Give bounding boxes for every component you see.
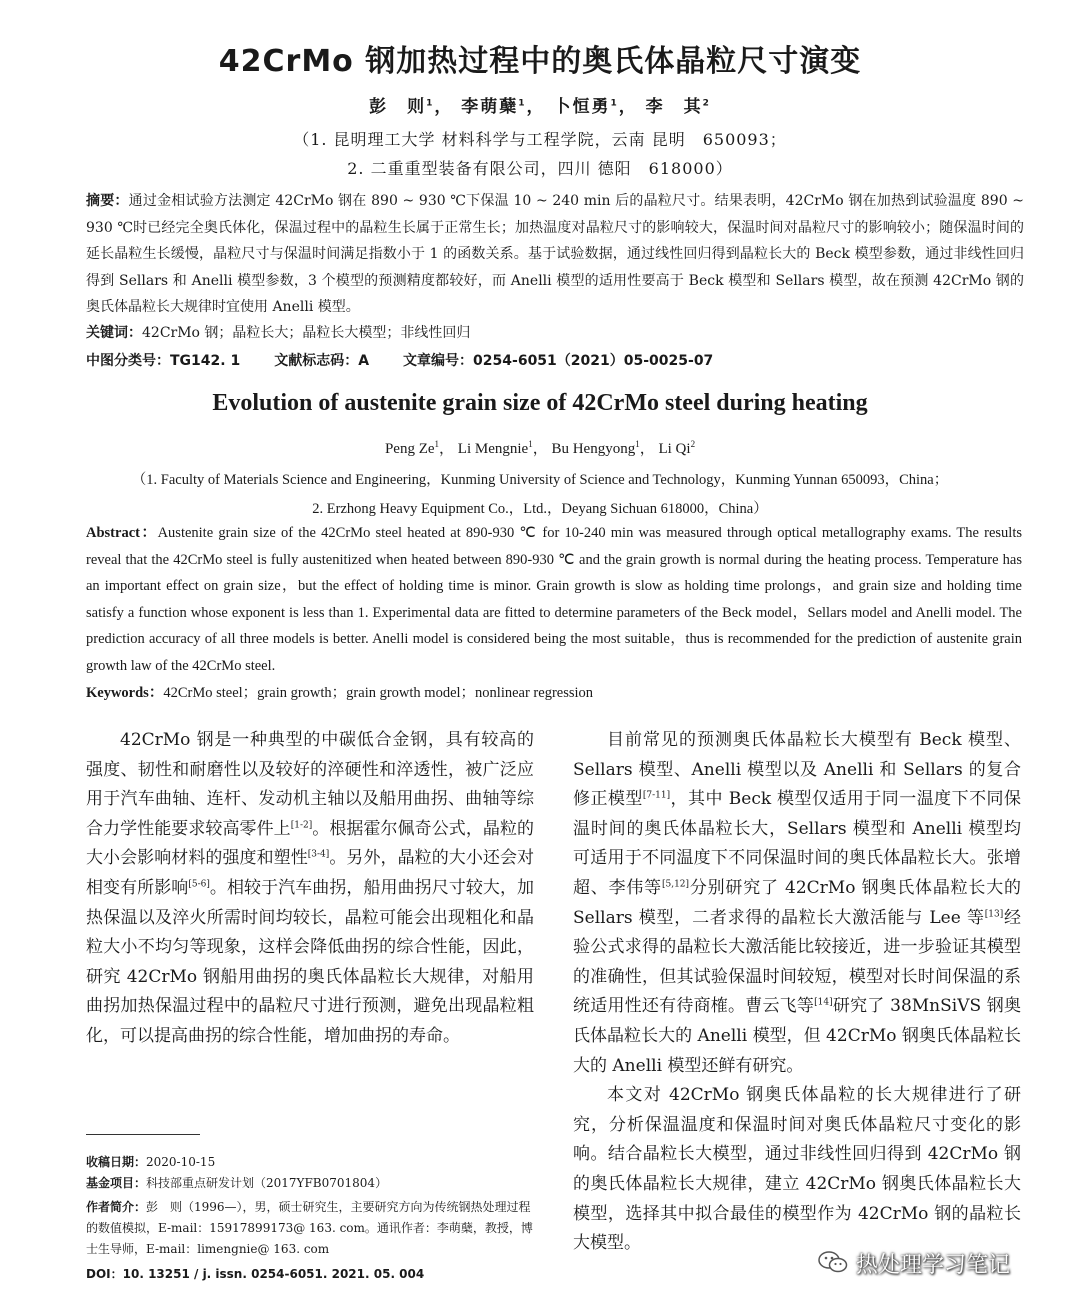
citation: [1-2] xyxy=(290,820,313,831)
cn-author: 卜恒勇 xyxy=(553,97,611,117)
en-author: Peng Ze xyxy=(384,441,435,457)
body-text: 。相较于汽车曲拐，船用曲拐尺寸较大，加热保温以及淬火所需时间均较长，晶粒可能会出现粗化和晶粒大小不均匀等现象，这样会降低曲拐的综合性能，因此，研究 42CrMo 钢船用曲拐的奥氏体晶粒长大规律，对船用曲拐加热保温过程中的晶粒尺寸进行预测，避免出现晶粒粗化，可以提高曲拐的综合性能，增加曲拐的寿命。 xyxy=(86,877,535,1046)
en-abstract xyxy=(86,520,1022,679)
cn-title: 42CrMo 钢加热过程中的奥氏体晶粒尺寸演变 xyxy=(218,44,862,79)
body-text: 。根据霍尔佩奇公式，晶粒的大小会影响材料的强度和塑性 xyxy=(86,818,535,869)
en-author: Li Mengnie xyxy=(457,441,529,457)
cn-author-sup: 2 xyxy=(702,98,711,109)
body-paragraph xyxy=(573,726,1021,1081)
en-affiliation-2: 2. Erzhong Heavy Equipment Co.，Ltd.，Deyang Sichuan 618000，China） xyxy=(312,501,768,517)
article-number: 文章编号：0254-6051（2021）05-0025-07 xyxy=(403,353,714,369)
footnote-label: 收稿日期： xyxy=(86,1155,147,1169)
footnote-value: 2020-10-15 xyxy=(146,1155,216,1169)
footnote-value: 科技部重点研发计划（2017YFB0701804） xyxy=(146,1176,388,1190)
body-text: ，其中 Beck 模型仅适用于同一温度下不同保温时间的奥氏体晶粒长大，Sellars 模型和 Anelli 模型均可适用于不同温度下不同保温时间的奥氏体晶粒长大。张增超、李伟等 xyxy=(573,789,1022,898)
footnote-author xyxy=(86,1197,534,1260)
watermark-text: 热处理学习笔记 xyxy=(856,1253,1011,1278)
clc-number: 中图分类号：TG142. 1 xyxy=(86,353,241,369)
footnote-rule xyxy=(86,1134,200,1135)
cn-abstract-label: 摘要： xyxy=(86,193,129,209)
citation: [5-6] xyxy=(188,879,210,890)
watermark xyxy=(818,1244,1048,1284)
footnote-doi xyxy=(86,1264,534,1285)
cn-author-sup: 1 xyxy=(518,98,527,109)
en-author-sup: 1 xyxy=(434,439,440,449)
en-author-sup: 1 xyxy=(528,439,533,449)
cn-author-sup: 1 xyxy=(426,98,435,109)
citation: [13] xyxy=(984,908,1004,919)
footnote-label: 基金项目： xyxy=(86,1176,147,1190)
body-left-column xyxy=(86,726,534,1052)
body-text: 目前常见的预测奥氏体晶粒长大模型有 Beck 模型、Sellars 模型、Anelli 模型以及 Anelli 和 Sellars 的复合修正模型 xyxy=(573,730,1021,810)
footnote-value: 10. 13251 / j. issn. 0254-6051. 2021. 05. 004 xyxy=(122,1267,425,1281)
body-paragraph xyxy=(86,726,534,1052)
en-author-sup: 1 xyxy=(635,439,640,449)
cn-abstract-text: 通过金相试验方法测定 42CrMo 钢在 890 ~ 930 ℃下保温 10 ~ 240 min 后的晶粒尺寸。结果表明，42CrMo 钢在加热到试验温度 890 ~ 930 ℃时已经完全奥氏体化，保温过程中的晶粒生长属于正常生长；加热温度对晶粒尺寸的影响较大，保温时间对晶粒尺寸的影响较小；随保温时间的延长晶粒生长缓慢，晶粒尺寸与保温时间满足指数小于 1 的函数关系。基于试验数据，通过线性回归得到晶粒长大的 Beck 模型参数，通过非线性回归得到 Sellars 和 Anelli 模型参数，3 个模型的预测精度都较好，而 Anelli 模型的适用性要高于 Beck 模型和 Sellars 模型，故在预测 42CrMo 钢的奥氏体晶粒长大规律时宜使用 Anelli 模型。 xyxy=(86,193,1025,315)
cn-keywords-label: 关键词： xyxy=(86,325,142,341)
footnote-label: 作者简介： xyxy=(86,1200,147,1214)
citation: [5,12] xyxy=(661,879,690,890)
cn-author: 彭 则 xyxy=(369,97,427,117)
footnote-label: DOI： xyxy=(86,1267,123,1281)
cn-author: 李 其 xyxy=(645,97,703,117)
cn-classification xyxy=(86,350,713,370)
cn-affiliation-2: 2. 二重重型装备有限公司，四川 德阳 618000） xyxy=(347,159,733,178)
en-author-sup: 2 xyxy=(690,439,696,449)
cn-keywords-text: 42CrMo 钢；晶粒长大；晶粒长大模型；非线性回归 xyxy=(142,325,471,341)
en-abstract-label: Abstract： xyxy=(86,525,158,541)
body-text: 。另外，晶粒的大小还会对相变有所影响 xyxy=(86,848,535,898)
en-abstract-text: Austenite grain size of the 42CrMo steel heated at 890-930 ℃ for 10-240 min was measured through optical metallography exams. The results reveal that the 42CrMo steel is fully austenitized when heated between 890-930 ℃ and the grain growth is normal during the heating process. Temperature has an important effect on grain size，but the effect of holding time is minor. Grain growth is slow as holding time prolongs，and grain size and holding time satisfy a function whose exponent is less than 1. Experimental data are fitted to determine parameters of the Beck model，Sellars model and Anelli model. The prediction accuracy of all three models is better. Anelli model is considered being the most suitable，thus is recommended for the prediction of austenite grain growth law of the 42CrMo steel. xyxy=(86,525,1022,674)
cn-abstract xyxy=(86,188,1024,321)
en-keywords xyxy=(86,680,1022,707)
cn-affiliation-1: （1. 昆明理工大学 材料科学与工程学院，云南 昆明 650093； xyxy=(293,130,787,149)
en-authors: Peng Ze$^1$， Li Mengnie$^1$， Bu Hengyong$^1$， Li Qi$^2$ xyxy=(384,439,696,457)
citation: [7-11] xyxy=(642,790,671,801)
body-text: 分别研究了 42CrMo 钢奥氏体晶粒长大的 Sellars 模型，二者求得的晶粒长大激活能与 Lee 等 xyxy=(573,877,1021,928)
footnote-fund xyxy=(86,1173,534,1194)
en-author: Li Qi xyxy=(658,441,691,457)
en-affiliation-1: （1. Faculty of Materials Science and Engineering，Kunming University of Science and Technology，Kunming Yunnan 650093，China； xyxy=(131,472,949,488)
body-text: 42CrMo 钢是一种典型的中碳低合金钢，具有较高的强度、韧性和耐磨性以及较好的淬硬性和淬透性，被广泛应用于汽车曲轴、连杆、发动机主轴以及船用曲拐、曲轴等综合力学性能要求较高零件上 xyxy=(86,730,534,839)
body-text: 经验公式求得的晶粒长大激活能比较接近，进一步验证其模型的准确性，但其试验保温时间较短，模型对长时间保温的系统适用性还有待商榷。曹云飞等 xyxy=(573,907,1022,1017)
cn-author-sup: 1 xyxy=(610,98,619,109)
cn-authors: 彭 则$^1$， 李萌蘖$^1$， 卜恒勇$^1$， 李 其$^2$ xyxy=(369,97,711,117)
citation: [14] xyxy=(814,997,833,1008)
en-keywords-text: 42CrMo steel；grain growth；grain growth model；nonlinear regression xyxy=(163,685,594,701)
doc-code: 文献标志码：A xyxy=(274,353,370,369)
cn-author: 李萌蘖 xyxy=(461,97,519,117)
footnote-received xyxy=(86,1152,534,1173)
body-right-column xyxy=(573,726,1021,1259)
cn-keywords xyxy=(86,320,1024,347)
footnote-value: 彭 则（1996—），男，硕士研究生，主要研究方向为传统钢热处理过程的数值模拟，E-mail：15917899173@ 163. com。通讯作者：李萌蘖，教授，博士生导师，E-mail：limengnie@ 163. com xyxy=(86,1200,533,1256)
en-author: Bu Hengyong xyxy=(551,441,636,457)
en-keywords-label: Keywords： xyxy=(86,685,164,701)
en-title: Evolution of austenite grain size of 42CrMo steel during heating xyxy=(212,390,868,416)
citation: [3-4] xyxy=(307,849,330,860)
body-paragraph: 本文对 42CrMo 钢奥氏体晶粒的长大规律进行了研究，分析保温温度和保温时间对奥氏体晶粒尺寸变化的影响。结合晶粒长大模型，通过非线性回归得到 42CrMo 钢的奥氏体晶粒长大规律，建立 42CrMo 钢奥氏体晶粒长大模型，选择其中拟合最佳的模型作为 42CrMo 钢的晶粒长大模型。 xyxy=(573,1085,1021,1254)
body-text: 研究了 38MnSiVS 钢奥氏体晶粒长大的 Anelli 模型，但 42CrMo 钢奥氏体晶粒长大的 Anelli 模型还鲜有研究。 xyxy=(573,996,1021,1076)
wechat-icon xyxy=(818,1250,848,1274)
